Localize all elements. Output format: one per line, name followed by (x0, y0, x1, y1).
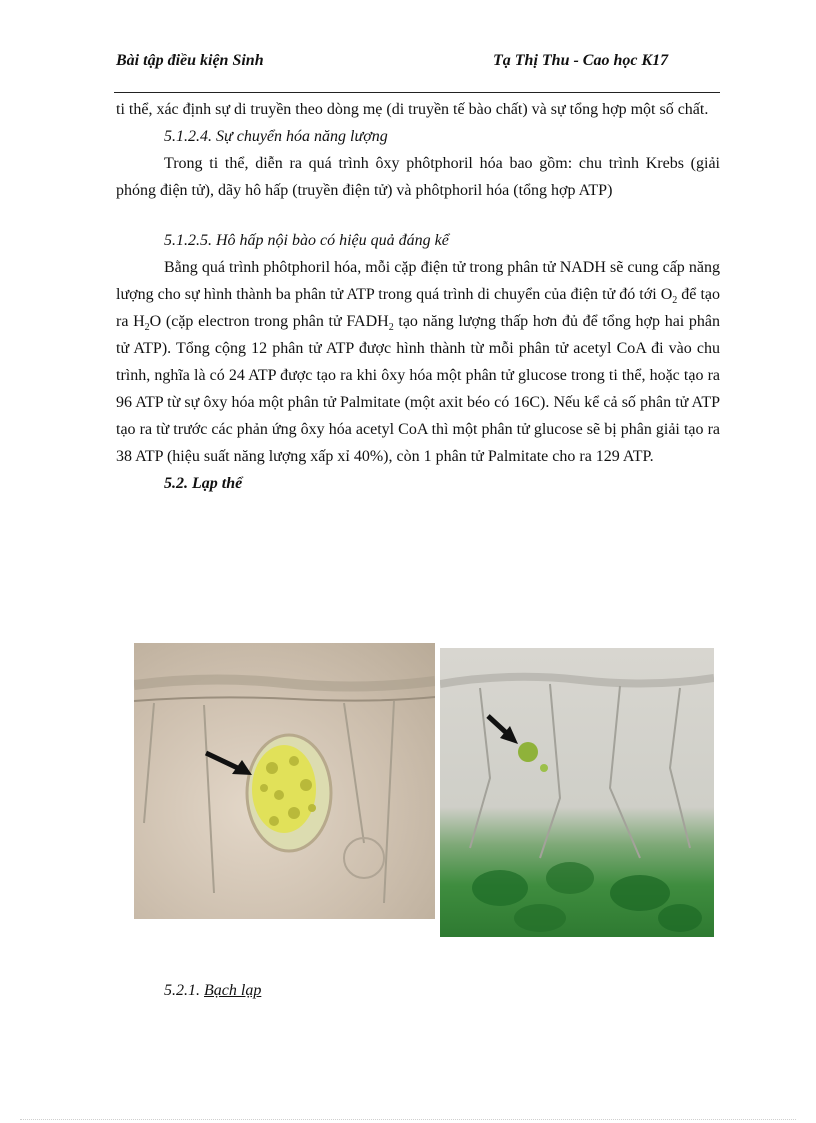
section-heading-5-1-2-4: 5.1.2.4. Sự chuyển hóa năng lượng (164, 128, 388, 145)
micrograph-leucoplast (134, 643, 435, 919)
paragraph-3-part-a: Bằng quá trình phôtphoril hóa, mỗi cặp điện tử trong phân tử NADH sẽ cung cấp năng lượng cho sự hình thành ba phân tử ATP trong quá trình di chuyển của điện tử đó tới O (116, 259, 720, 303)
paragraph-3-part-b: để tạo ra H (116, 286, 720, 330)
section-title: Bạch lạp (204, 982, 262, 999)
paragraph-3 (116, 254, 720, 470)
header-right-text: Tạ Thị Thu - Cao học K17 (493, 52, 669, 69)
paragraph-1: ti thể, xác định sự di truyền theo dòng mẹ (di truyền tế bào chất) và sự tổng hợp một số chất. (116, 101, 709, 118)
subscript-o2: 2 (672, 295, 678, 307)
micrograph-leucoplast-drawing (134, 643, 435, 919)
paragraph-2: Trong ti thể, diễn ra quá trình ôxy phôtphoril hóa bao gồm: chu trình Krebs (giải phóng điện tử), dãy hô hấp (truyền điện tử) và phôtphoril hóa (tổng hợp ATP) (116, 155, 720, 199)
section-heading-5-2-1 (164, 980, 261, 1002)
header-left-text: Bài tập điều kiện Sinh (116, 52, 264, 69)
paragraph-3-part-d: tạo năng lượng thấp hơn đủ để tổng hợp hai phân tử ATP). Tổng cộng 12 phân tử ATP được hình thành từ mỗi phân tử acetyl CoA đi vào chu trình, nghĩa là có 24 ATP được tạo ra khi ôxy hóa một phân tử glucose trong ti thể, hoặc tạo ra 96 ATP từ sự ôxy hóa một phân tử Palmitate (một axit béo có 16C). Nếu kể cả số phân tử ATP tạo ra từ trước các phản ứng ôxy hóa acetyl CoA thì một phân tử glucose sẽ bị phân giải tạo ra 38 ATP (hiệu suất năng lượng xấp xỉ 40%), còn 1 phân tử Palmitate cho ra 129 ATP. (116, 313, 721, 465)
paragraph-3-part-c: O (cặp electron trong phân tử FADH (149, 313, 389, 330)
section-heading-5-2: 5.2. Lạp thể (164, 475, 243, 492)
section-heading-5-1-2-5: 5.1.2.5. Hô hấp nội bào có hiệu quả đáng kể (164, 232, 449, 249)
micrograph-chloroplast (440, 648, 714, 937)
spacer (116, 204, 720, 227)
document-body (116, 96, 720, 497)
header-rule (114, 92, 720, 93)
micrograph-chloroplast-drawing (440, 648, 714, 937)
section-number: 5.2.1. (164, 982, 200, 999)
subscript-h2o: 2 (144, 322, 150, 334)
subscript-fadh2: 2 (388, 322, 394, 334)
footer-rule (20, 1119, 796, 1120)
